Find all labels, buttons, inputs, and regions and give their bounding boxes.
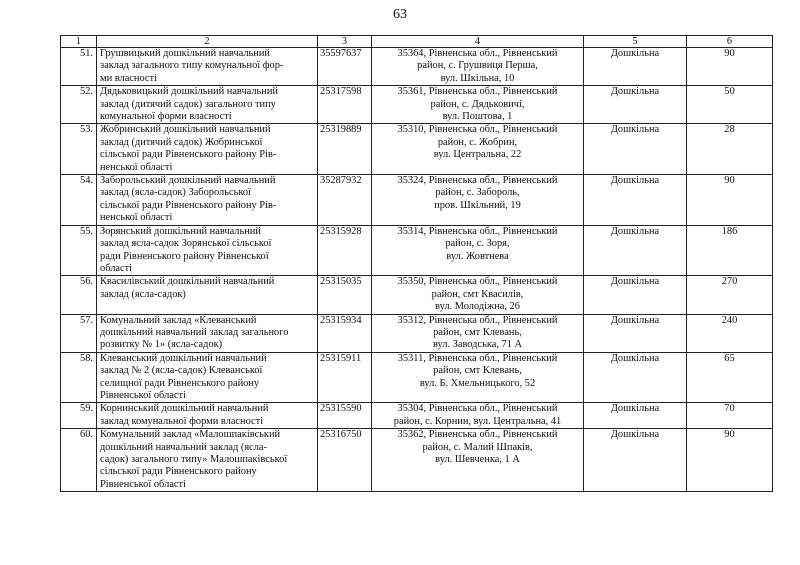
institution-address-line: 35324, Рівненська обл., Рівненський bbox=[397, 175, 558, 187]
institution-name-line: Клеванський дошкільний навчальний bbox=[100, 352, 267, 364]
institution-name bbox=[97, 124, 318, 175]
institution-type: Дошкільна bbox=[584, 276, 687, 314]
institution-address-line: вул. Б. Хмельницького, 52 bbox=[419, 377, 536, 389]
institution-name-line: області bbox=[100, 262, 133, 274]
table-row bbox=[61, 403, 773, 429]
institution-name-line: ненської області bbox=[100, 161, 173, 173]
institution-name-line: Корнинський дошкільний навчальний bbox=[100, 403, 269, 415]
institution-name-line: заклад ясла-садок Зорянської сільської bbox=[100, 238, 272, 250]
institution-name-line: Заборольський дошкільний навчальний bbox=[100, 175, 276, 187]
institution-type: Дошкільна bbox=[584, 314, 687, 352]
institution-type: Дошкільна bbox=[584, 429, 687, 492]
institution-name bbox=[97, 314, 318, 352]
edrpou-code: 25315934 bbox=[318, 314, 372, 352]
institution-name-line: садок) загального типу» Малошпаківської bbox=[100, 454, 288, 465]
institution-name-line: Зорянський дошкільний навчальний bbox=[100, 225, 261, 237]
institution-address bbox=[372, 225, 584, 276]
row-number: 58. bbox=[61, 352, 97, 403]
institution-name-line: дошкільний навчальний заклад загального bbox=[100, 326, 289, 338]
institution-name-line: сільської ради Рівненського району Рів- bbox=[100, 199, 277, 211]
institution-address-line: 35304, Рівненська обл., Рівненський bbox=[397, 403, 558, 415]
institution-name-line: сільської ради Рівненського району bbox=[100, 466, 257, 478]
institution-address bbox=[372, 314, 584, 352]
row-number: 53. bbox=[61, 124, 97, 175]
institution-name bbox=[97, 175, 318, 226]
institution-address-line: вул. Молодіжна, 26 bbox=[435, 301, 520, 313]
capacity: 65 bbox=[687, 352, 773, 403]
institution-name-line: заклад (дитячий садок) Жобринської bbox=[100, 136, 263, 148]
table-row bbox=[61, 276, 773, 314]
capacity: 50 bbox=[687, 86, 773, 124]
edrpou-code: 25315928 bbox=[318, 225, 372, 276]
row-number: 59. bbox=[61, 403, 97, 429]
institution-address bbox=[372, 352, 584, 403]
institution-address-line: вул. Шевченка, 1 А bbox=[435, 454, 520, 465]
table-row bbox=[61, 225, 773, 276]
institution-name bbox=[97, 429, 318, 492]
institution-type: Дошкільна bbox=[584, 225, 687, 276]
table-row bbox=[61, 124, 773, 175]
row-number: 56. bbox=[61, 276, 97, 314]
edrpou-code: 25315590 bbox=[318, 403, 372, 429]
institution-address bbox=[372, 429, 584, 492]
institution-name-line: ми власності bbox=[100, 72, 157, 84]
institution-name-line: Комунальний заклад «Клеванський bbox=[100, 314, 257, 326]
row-number: 60. bbox=[61, 429, 97, 492]
institution-name-line: Грушвицький дошкільний навчальний bbox=[100, 48, 270, 59]
institution-address bbox=[372, 175, 584, 226]
column-header: 2 bbox=[97, 36, 318, 48]
table-row bbox=[61, 314, 773, 352]
row-number: 55. bbox=[61, 225, 97, 276]
institution-type: Дошкільна bbox=[584, 403, 687, 429]
table-row bbox=[61, 86, 773, 124]
institution-address-line: район, с. Жобрин, bbox=[437, 136, 518, 148]
institution-name-line: ненської області bbox=[100, 212, 173, 224]
institution-address-line: район, смт Квасилів, bbox=[431, 288, 524, 300]
capacity: 70 bbox=[687, 403, 773, 429]
institution-name bbox=[97, 276, 318, 314]
table-row bbox=[61, 175, 773, 226]
institution-address-line: район, с. Дядьковичі, bbox=[430, 98, 525, 110]
institution-address-line: 35350, Рівненська обл., Рівненський bbox=[397, 276, 558, 288]
institution-name-line: заклад комунальної форми власності bbox=[100, 415, 264, 427]
institution-address-line: вул. Центральна, 22 bbox=[433, 149, 522, 161]
edrpou-code: 25319889 bbox=[318, 124, 372, 175]
institution-address-line: вул. Жовтнева bbox=[446, 250, 509, 262]
institution-name bbox=[97, 86, 318, 124]
institution-name-line: дошкільний навчальний заклад (ясла- bbox=[100, 441, 267, 453]
institution-name-line: заклад (ясла-садок) Заборольської bbox=[100, 187, 251, 199]
institution-address-line: район, смт Клевань, bbox=[433, 365, 522, 377]
institution-name-line: заклад (ясла-садок) bbox=[100, 288, 186, 300]
row-number: 52. bbox=[61, 86, 97, 124]
institution-type: Дошкільна bbox=[584, 352, 687, 403]
row-number: 54. bbox=[61, 175, 97, 226]
institution-address-line: район, с. Забороль, bbox=[435, 187, 520, 199]
institution-address-line: 35314, Рівненська обл., Рівненський bbox=[397, 225, 558, 237]
institution-address-line: 35312, Рівненська обл., Рівненський bbox=[397, 314, 558, 326]
capacity: 270 bbox=[687, 276, 773, 314]
institution-name bbox=[97, 225, 318, 276]
institution-name-line: розвитку № 1» (ясла-садок) bbox=[100, 339, 223, 351]
institution-name-line: Жобринський дошкільний навчальний bbox=[100, 124, 271, 136]
capacity: 28 bbox=[687, 124, 773, 175]
institution-address-line: район, с. Малий Шпаків, bbox=[422, 441, 533, 453]
institution-address-line: вул. Заводська, 71 А bbox=[432, 339, 523, 351]
capacity: 90 bbox=[687, 48, 773, 86]
edrpou-code: 25315035 bbox=[318, 276, 372, 314]
column-header: 1 bbox=[61, 36, 97, 48]
institution-name-line: сільської ради Рівненського району Рів- bbox=[100, 149, 277, 161]
column-header: 6 bbox=[687, 36, 773, 48]
institution-address-line: вул. Шкільна, 10 bbox=[440, 72, 515, 84]
institution-name bbox=[97, 352, 318, 403]
edrpou-code: 35287932 bbox=[318, 175, 372, 226]
registry-table bbox=[60, 35, 773, 492]
institution-type: Дошкільна bbox=[584, 86, 687, 124]
institution-type: Дошкільна bbox=[584, 124, 687, 175]
institution-name-line: Рівненської області bbox=[100, 478, 186, 490]
column-header: 4 bbox=[372, 36, 584, 48]
table-row bbox=[61, 429, 773, 492]
institution-address bbox=[372, 86, 584, 124]
institution-type: Дошкільна bbox=[584, 48, 687, 86]
edrpou-code: 25315911 bbox=[318, 352, 372, 403]
edrpou-code: 25317598 bbox=[318, 86, 372, 124]
institution-name-line: Комунальний заклад «Малошпаківський bbox=[100, 429, 281, 441]
institution-address-line: 35362, Рівненська обл., Рівненський bbox=[397, 429, 558, 441]
edrpou-code: 35597637 bbox=[318, 48, 372, 86]
institution-address-line: вул. Поштова, 1 bbox=[442, 111, 513, 123]
institution-address bbox=[372, 403, 584, 429]
edrpou-code: 25316750 bbox=[318, 429, 372, 492]
institution-name-line: ради Рівненського району Рівненської bbox=[100, 250, 269, 262]
institution-address bbox=[372, 276, 584, 314]
institution-address-line: район, с. Грушвиця Перша, bbox=[417, 60, 538, 72]
institution-name-line: заклад загального типу комунальної фор- bbox=[100, 60, 284, 72]
institution-name-line: селищної ради Рівненського району bbox=[100, 377, 260, 389]
institution-name-line: заклад (дитячий садок) загального типу bbox=[100, 98, 276, 110]
capacity: 186 bbox=[687, 225, 773, 276]
institution-name-line: Рівненської області bbox=[100, 389, 186, 401]
institution-address-line: пров. Шкільний, 19 bbox=[434, 199, 521, 211]
table-row bbox=[61, 48, 773, 86]
row-number: 51. bbox=[61, 48, 97, 86]
column-header: 5 bbox=[584, 36, 687, 48]
capacity: 240 bbox=[687, 314, 773, 352]
institution-type: Дошкільна bbox=[584, 175, 687, 226]
institution-address-line: 35361, Рівненська обл., Рівненський bbox=[397, 86, 558, 98]
institution-name-line: комунальної форми власності bbox=[100, 111, 232, 123]
capacity: 90 bbox=[687, 175, 773, 226]
column-header: 3 bbox=[318, 36, 372, 48]
row-number: 57. bbox=[61, 314, 97, 352]
table-header-row bbox=[61, 36, 773, 48]
institution-name bbox=[97, 48, 318, 86]
institution-name bbox=[97, 403, 318, 429]
institution-address bbox=[372, 124, 584, 175]
capacity: 90 bbox=[687, 429, 773, 492]
institution-address-line: район, с. Корнин, вул. Центральна, 41 bbox=[393, 415, 562, 427]
institution-name-line: Квасилівський дошкільний навчальний bbox=[100, 276, 275, 288]
institution-address-line: 35310, Рівненська обл., Рівненський bbox=[397, 124, 558, 136]
institution-address-line: район, смт Клевань, bbox=[433, 326, 522, 338]
institution-name-line: Дядьковицький дошкільний навчальний bbox=[100, 86, 278, 98]
institution-address-line: район, с. Зоря, bbox=[445, 238, 510, 250]
table-body bbox=[61, 48, 773, 492]
institution-address-line: 35311, Рівненська обл., Рівненський bbox=[397, 352, 558, 364]
institution-address bbox=[372, 48, 584, 86]
institution-name-line: заклад № 2 (ясла-садок) Клеванської bbox=[100, 365, 263, 377]
page-number: 63 bbox=[393, 7, 407, 22]
institution-address-line: 35364, Рівненська обл., Рівненський bbox=[397, 48, 558, 59]
table-row bbox=[61, 352, 773, 403]
